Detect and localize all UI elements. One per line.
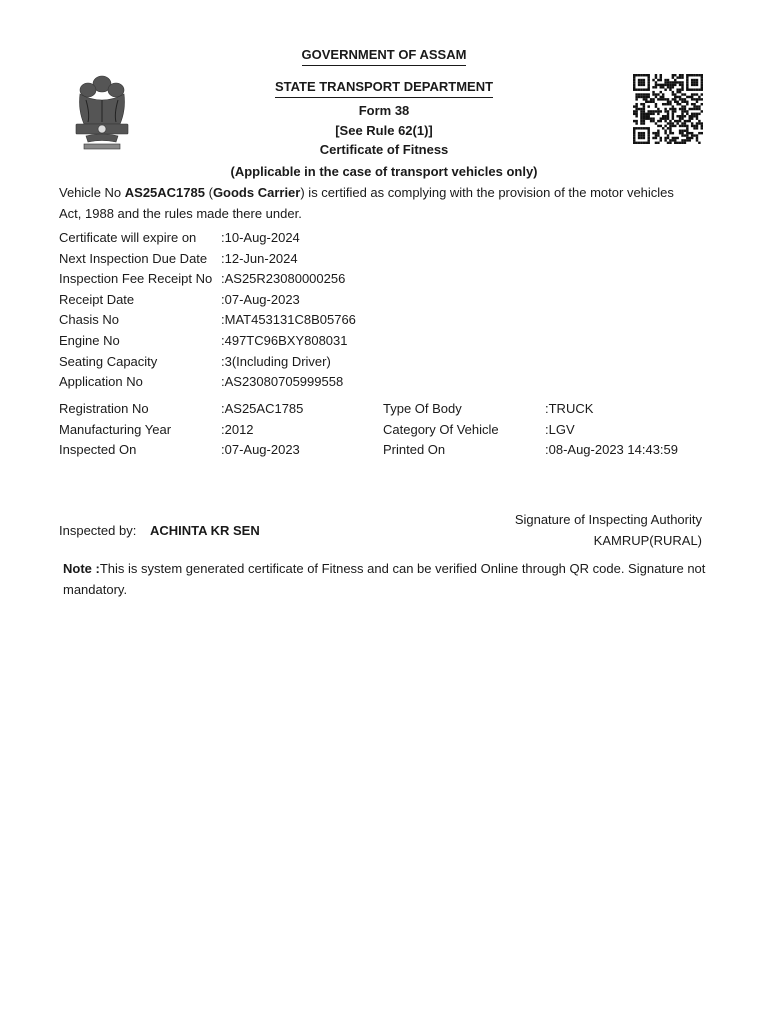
inspector-name: ACHINTA KR SEN bbox=[149, 523, 260, 538]
certification-statement-continued: Act, 1988 and the rules made there under. bbox=[59, 206, 302, 221]
inspected-by bbox=[59, 523, 260, 538]
detail-label: Engine No bbox=[59, 333, 120, 348]
vehicle-class: Goods Carrier bbox=[212, 185, 301, 200]
applicability-note: (Applicable in the case of transport vehicles only) bbox=[230, 164, 538, 179]
detail-value: :3(Including Driver) bbox=[221, 354, 331, 369]
grid-value: :LGV bbox=[545, 422, 575, 437]
detail-value: :10-Aug-2024 bbox=[221, 230, 300, 245]
grid-label: Inspected On bbox=[59, 442, 137, 457]
detail-value: :497TC96BXY808031 bbox=[221, 333, 348, 348]
form-number: Form 38 bbox=[358, 103, 410, 118]
detail-label: Chasis No bbox=[59, 312, 119, 327]
note-text: This is system generated certificate of Fitness and can be verified Online through QR code. Signature not mandatory. bbox=[63, 561, 706, 597]
grid-label: Category Of Vehicle bbox=[383, 422, 499, 437]
certification-statement: Vehicle No AS25AC1785 (Goods Carrier) is certified as complying with the provision of the motor vehicles bbox=[59, 185, 674, 200]
detail-label: Receipt Date bbox=[59, 292, 135, 307]
grid-value: :07-Aug-2023 bbox=[221, 442, 300, 457]
grid-value: :2012 bbox=[221, 422, 254, 437]
grid-label: Registration No bbox=[59, 401, 149, 416]
certificate-title: Certificate of Fitness bbox=[319, 142, 449, 157]
grid-value: :TRUCK bbox=[545, 401, 594, 416]
department-title: STATE TRANSPORT DEPARTMENT bbox=[0, 79, 768, 98]
detail-value: :AS23080705999558 bbox=[221, 374, 344, 389]
inspecting-authority: KAMRUP(RURAL) bbox=[593, 533, 702, 548]
vehicle-number: AS25AC1785 bbox=[124, 185, 205, 200]
detail-value: :07-Aug-2023 bbox=[221, 292, 300, 307]
detail-label: Certificate will expire on bbox=[59, 230, 197, 245]
note bbox=[63, 558, 713, 600]
detail-label: Inspection Fee Receipt No bbox=[59, 271, 213, 286]
detail-label: Next Inspection Due Date bbox=[59, 251, 208, 266]
rule-reference: [See Rule 62(1)] bbox=[335, 123, 433, 138]
detail-value: :AS25R23080000256 bbox=[221, 271, 346, 286]
detail-value: :MAT453131C8B05766 bbox=[221, 312, 356, 327]
detail-value: :12-Jun-2024 bbox=[221, 251, 298, 266]
grid-value: :AS25AC1785 bbox=[221, 401, 304, 416]
signature-label: Signature of Inspecting Authority bbox=[514, 512, 702, 527]
government-title: GOVERNMENT OF ASSAM bbox=[0, 47, 768, 66]
grid-label: Printed On bbox=[383, 442, 446, 457]
note-label: Note : bbox=[63, 561, 100, 576]
grid-value: :08-Aug-2023 14:43:59 bbox=[545, 442, 678, 457]
detail-label: Application No bbox=[59, 374, 143, 389]
grid-label: Type Of Body bbox=[383, 401, 462, 416]
grid-label: Manufacturing Year bbox=[59, 422, 172, 437]
detail-label: Seating Capacity bbox=[59, 354, 158, 369]
inspected-by-label: Inspected by: bbox=[59, 523, 137, 538]
